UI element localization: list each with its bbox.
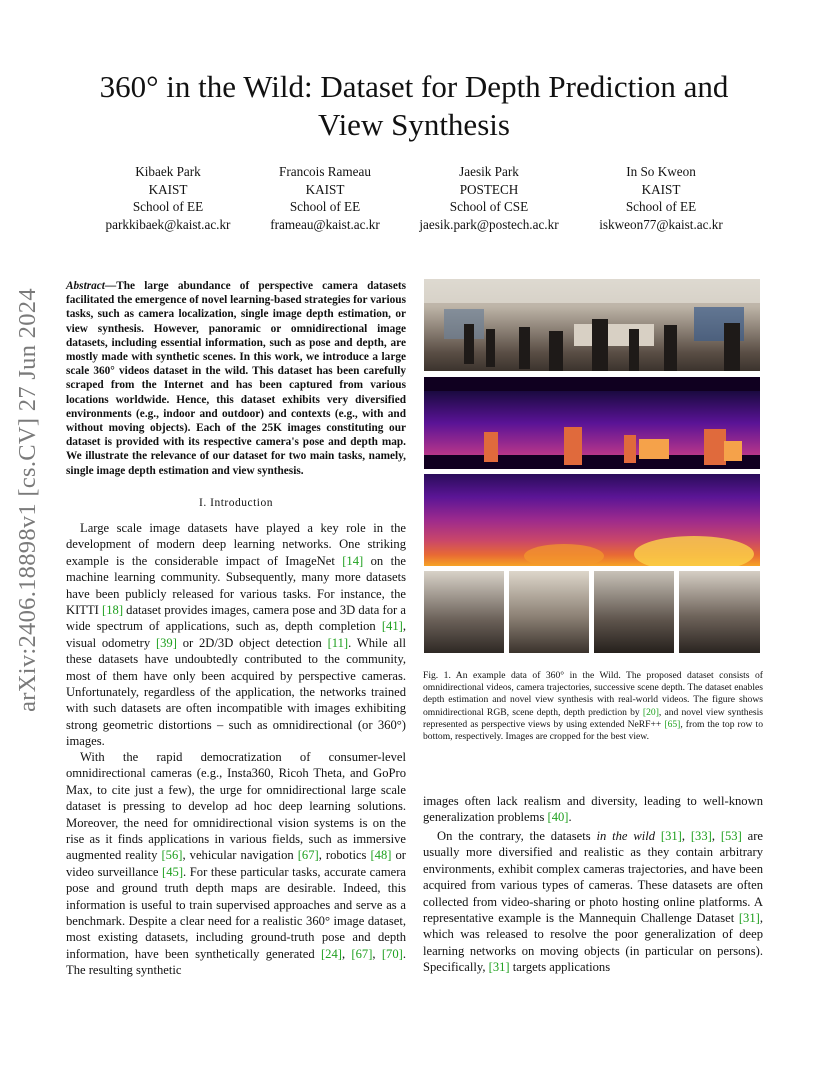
- figure-omnidirectional-rgb: [424, 279, 760, 371]
- citation-link[interactable]: [70]: [381, 946, 403, 961]
- author-email: parkkibaek@kaist.ac.kr: [105, 216, 231, 232]
- citation-link[interactable]: [24]: [320, 946, 342, 961]
- abstract-label: Abstract: [66, 280, 105, 292]
- intro-paragraph-4: On the contrary, the datasets in the wild [31], [33], [53] are usually more diversified and realistic as they contain arbitrary environments, exhibit complex cameras trajectories, and have been acquired from various types of cameras. These datasets are often collected from video-sharing or photo hosting online platforms. A representative example is the Mannequin Challenge Dataset [31], which was released to resolve the poor generalization of deep learning networks on moving objects (in particular on persons). Specifically, [31] targets applications: [423, 829, 764, 975]
- citation-link[interactable]: [11]: [327, 635, 349, 650]
- scene-depth-graphic: [424, 377, 760, 469]
- figure-novel-view-4: [679, 571, 760, 653]
- citation-link[interactable]: [31]: [488, 960, 510, 975]
- citation-link[interactable]: [56]: [161, 848, 183, 863]
- author-affiliation: KAIST: [641, 181, 681, 197]
- figure-novel-view-2: [509, 571, 589, 653]
- citation-link[interactable]: [33]: [690, 829, 712, 843]
- author-name: Jaesik Park: [459, 164, 519, 179]
- intro-paragraph-2: With the rapid democratization of consumer-level omnidirectional cameras (e.g., Insta360, Ricoh Theta, and GoPro Max, to cite just a few), the urge for omnidirectional large scale dataset is pressing to develop ad hoc deep learning solutions. Moreover, the need for omnidirectional vision systems is on the rise as it finds applications in various fields, such as immersive augmented reality [56], vehicular navigation [67], robotics [48] or video surveillance [45]. For these particular tasks, accurate camera pose and ground truth depth maps are desirable. Indeed, this information is useful to train supervised approaches and serve as a benchmark. Despite a clear need for a realistic 360° image dataset, most existing datasets, including ground-truth pose and depth information, have been synthetically generated [24], [67], [70]. The resulting synthetic: [66, 750, 407, 978]
- citation-link[interactable]: [14]: [342, 553, 364, 568]
- paper-title: [60, 68, 768, 144]
- author-email: iskweon77@kaist.ac.kr: [599, 216, 723, 232]
- intro-paragraph-1: Large scale image datasets have played a key role in the development of modern deep learning networks. One striking example is the considerable impact of ImageNet [14] on the machine learning community. Subsequently, many more datasets have been publicly released for various tasks. For instance, the KITTI [18] dataset provides images, camera pose and 3D data for a wide spectrum of applications, such as, depth completion [41], visual odometry [39] or 2D/3D object detection [11]. While all these datasets have undoubtedly contributed to the community, most of them have only been acquired by perspective cameras. Unfortunately, regardless of the application, the networks trained with such datasets are often incompatible with images exhibiting strong geometric distortions – such as omnidirectional (or 360°) images.: [66, 521, 406, 749]
- citation-link[interactable]: [48]: [370, 848, 392, 863]
- citation-link[interactable]: [31]: [660, 829, 682, 843]
- author-school: School of EE: [289, 199, 361, 214]
- author-school: School of EE: [132, 199, 204, 214]
- figure-scene-depth: [424, 377, 760, 469]
- author-block: [399, 163, 579, 233]
- author-email: jaesik.park@postech.ac.kr: [419, 216, 559, 232]
- figure-depth-prediction: [424, 474, 760, 566]
- citation-link[interactable]: [41]: [381, 619, 403, 634]
- figure-caption: Fig. 1. An example data of 360° in the Wild. The proposed dataset consists of omnidirectional videos, camera trajectories, successive scene depth. The dataset enables depth estimation and novel view synthesis with real-world videos. The figure shows omnidirectional RGB, scene depth, depth prediction by [20], and novel view synthesis represented as perspective views by using extended NeRF++ [65], from the top row to bottom, respectively. Images are cropped for the best view.: [423, 670, 763, 743]
- citation-link[interactable]: [31]: [738, 911, 760, 926]
- figure-novel-view-3: [594, 571, 674, 653]
- abstract-text: —The large abundance of perspective camera datasets facilitated the emergence of novel learning-based strategies for various tasks, such as camera localization, single image depth estimation, or view synthesis. However, panoramic or omnidirectional image datasets, including essential information, such as pose and depth, are mostly made with synthetic scenes. In this work, we introduce a large scale 360° videos dataset in the wild. This dataset has been carefully scraped from the Internet and has been captured from various locations worldwide. Hence, this dataset exhibits very diversified environments (e.g., indoor and outdoor) and contexts (e.g., with and without moving objects). Each of the 25K images constituting our dataset is provided with its respective camera's pose and depth map. We illustrate the relevance of our dataset for two main tasks, namely, single image depth estimation and view synthesis.: [66, 280, 406, 477]
- title-line-1: 360° in the Wild: Dataset for Depth Prediction and: [99, 69, 729, 104]
- author-block: [571, 163, 751, 233]
- depth-prediction-graphic: [424, 474, 760, 566]
- intro-paragraph-3: images often lack realism and diversity, leading to well-known generalization problems [40].: [423, 794, 763, 825]
- citation-link[interactable]: [45]: [162, 864, 184, 879]
- section-heading: I. Introduction: [199, 497, 273, 509]
- arxiv-id-text: arXiv:2406.18898v1 [cs.CV] 27 Jun 2024: [14, 288, 41, 712]
- abstract: [66, 279, 406, 478]
- author-school: School of CSE: [449, 199, 529, 214]
- rgb-scene-graphic: [424, 279, 760, 371]
- author-email: frameau@kaist.ac.kr: [270, 216, 380, 232]
- author-affiliation: KAIST: [148, 181, 188, 197]
- citation-link[interactable]: [20]: [642, 706, 659, 718]
- citation-link[interactable]: [67]: [351, 946, 373, 961]
- citation-link[interactable]: [53]: [720, 829, 742, 843]
- title-line-2: View Synthesis: [318, 107, 510, 142]
- author-name: Francois Rameau: [279, 164, 371, 179]
- author-name: In So Kweon: [626, 164, 696, 179]
- author-affiliation: KAIST: [305, 181, 345, 197]
- citation-link[interactable]: [18]: [102, 603, 124, 618]
- citation-link[interactable]: [40]: [547, 810, 569, 825]
- emphasis-text: in the wild: [596, 829, 656, 843]
- author-name: Kibaek Park: [135, 164, 201, 179]
- citation-link[interactable]: [65]: [664, 718, 681, 730]
- author-block: [235, 163, 415, 233]
- citation-link[interactable]: [67]: [297, 848, 319, 863]
- author-school: School of EE: [625, 199, 697, 214]
- figure-novel-view-1: [424, 571, 504, 653]
- citation-link[interactable]: [39]: [155, 635, 177, 650]
- author-block: [78, 163, 258, 233]
- author-affiliation: POSTECH: [459, 181, 519, 197]
- arxiv-identifier: [8, 290, 48, 710]
